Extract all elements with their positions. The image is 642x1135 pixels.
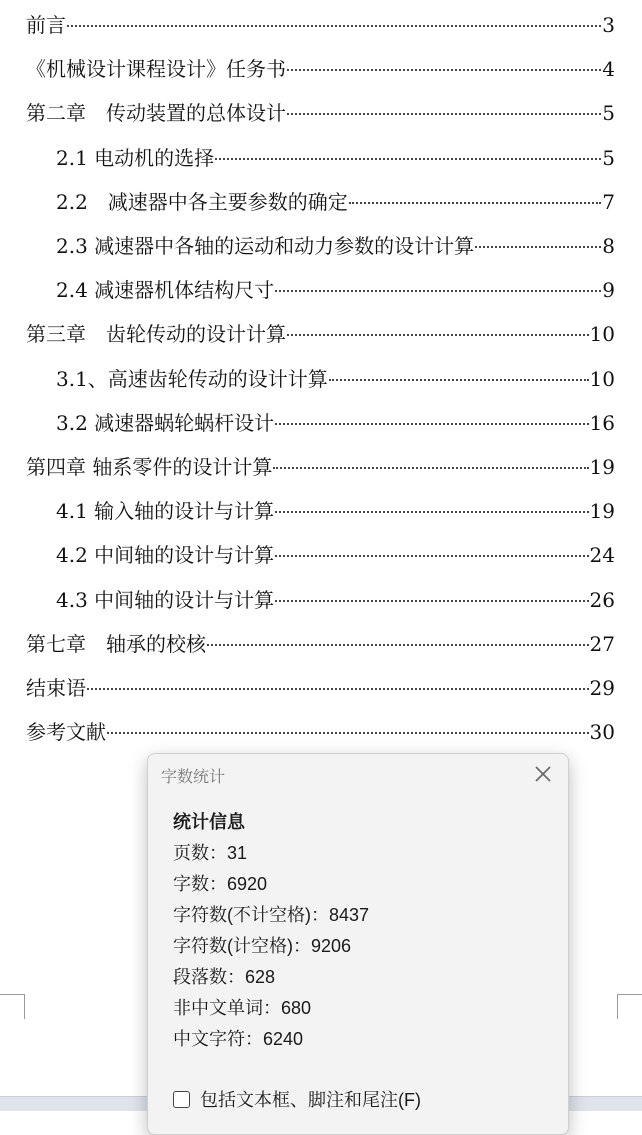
toc-entry[interactable] [26, 627, 615, 661]
toc-dot-leader [349, 202, 601, 204]
toc-dot-leader [275, 600, 588, 602]
stat-value: 680 [281, 998, 312, 1018]
stat-value: 31 [227, 843, 248, 863]
toc-page-number: 26 [589, 587, 615, 612]
toc-entry[interactable] [26, 96, 615, 130]
toc-entry-title: 4.2 中间轴的设计与计算 [56, 543, 275, 568]
toc-entry[interactable] [56, 494, 615, 528]
toc-entry[interactable] [26, 715, 615, 749]
toc-page-number: 5 [602, 145, 615, 170]
toc-entry[interactable] [56, 362, 615, 396]
toc-entry[interactable] [56, 141, 615, 175]
crop-mark-left [0, 994, 25, 1019]
toc-entry[interactable] [26, 8, 615, 42]
statistics-heading: 统计信息 [173, 812, 245, 832]
toc-page-number: 3 [602, 13, 615, 37]
dialog-title: 字数统计 [161, 769, 226, 786]
toc-entry[interactable] [56, 185, 615, 219]
toc-page-number: 19 [589, 455, 615, 479]
toc-page-number: 27 [589, 631, 615, 656]
toc-entry-title: 2.1 电动机的选择 [56, 145, 215, 170]
toc-entry[interactable] [56, 229, 615, 263]
toc-dot-leader [287, 69, 601, 71]
toc-page-number: 4 [602, 57, 615, 82]
word-count-dialog [147, 753, 569, 1135]
toc-dot-leader [329, 379, 589, 381]
toc-entry-title: 第二章 传动装置的总体设计 [26, 101, 286, 126]
toc-entry[interactable] [56, 273, 615, 307]
toc-entry[interactable] [56, 538, 615, 572]
toc-entry[interactable] [56, 406, 615, 440]
stat-label: 字数： [173, 874, 227, 894]
toc-page-number: 16 [589, 410, 615, 435]
toc-page-number: 30 [589, 720, 615, 745]
toc-page-number: 29 [589, 676, 615, 700]
stat-row [173, 903, 369, 934]
stat-value: 6920 [227, 874, 268, 894]
toc-dot-leader [273, 467, 588, 469]
stat-label: 页数： [173, 843, 227, 863]
toc-dot-leader [207, 644, 589, 646]
toc-dot-leader [287, 334, 589, 336]
toc-page-number: 8 [602, 234, 615, 258]
toc-page-number: 9 [602, 278, 615, 303]
toc-page-number: 5 [602, 101, 615, 126]
toc-dot-leader [275, 290, 601, 292]
statistics-panel [173, 810, 369, 1058]
toc-entry-title: 参考文献 [26, 720, 106, 745]
toc-entry-title: 2.3 减速器中各轴的运动和动力参数的设计计算 [56, 234, 475, 258]
stat-label: 段落数： [173, 967, 245, 987]
toc-dot-leader [67, 25, 601, 27]
stat-label: 非中文单词： [173, 998, 281, 1018]
toc-entry-title: 第三章 齿轮传动的设计计算 [26, 322, 286, 347]
toc-entry[interactable] [26, 52, 615, 86]
include-textboxes-footnotes-checkbox[interactable] [173, 1086, 421, 1112]
toc-entry-title: 3.2 减速器蜗轮蜗杆设计 [56, 410, 275, 435]
toc-entry-title: 4.3 中间轴的设计与计算 [56, 587, 275, 612]
toc-entry-title: 4.1 输入轴的设计与计算 [56, 499, 275, 524]
crop-mark-right [617, 994, 642, 1019]
toc-entry-title: 结束语 [26, 676, 86, 700]
stat-value: 628 [245, 967, 276, 987]
stat-row [173, 996, 369, 1027]
stat-value: 9206 [311, 936, 352, 956]
toc-dot-leader [275, 555, 588, 557]
stat-label: 字符数(不计空格)： [173, 905, 329, 925]
toc-dot-leader [107, 732, 589, 734]
stat-label: 字符数(计空格)： [173, 936, 311, 956]
toc-dot-leader [475, 246, 601, 248]
toc-page-number: 10 [589, 366, 615, 391]
stat-value: 6240 [263, 1029, 304, 1049]
stat-row [173, 1027, 369, 1058]
toc-dot-leader [215, 158, 601, 160]
stat-row [173, 841, 369, 872]
stat-label: 中文字符： [173, 1029, 263, 1049]
toc-entry[interactable] [26, 317, 615, 351]
toc-dot-leader [275, 511, 588, 513]
toc-entry-title: 《机械设计课程设计》任务书 [26, 57, 286, 82]
toc-entry-title: 第四章 轴系零件的设计计算 [26, 455, 273, 479]
toc-page-number: 7 [602, 189, 615, 214]
toc-entry-title: 第七章 轴承的校核 [26, 631, 206, 656]
stat-row [173, 965, 369, 996]
close-icon[interactable] [532, 763, 554, 785]
toc-entry[interactable] [26, 450, 615, 484]
stat-value: 8437 [329, 905, 370, 925]
toc-page-number: 19 [589, 499, 615, 524]
stat-row [173, 934, 369, 965]
toc-entry[interactable] [26, 671, 615, 705]
toc-dot-leader [287, 113, 601, 115]
toc-entry[interactable] [56, 583, 615, 617]
toc-entry-title: 前言 [26, 13, 66, 37]
toc-entry-title: 2.2 减速器中各主要参数的确定 [56, 189, 348, 214]
checkbox-label: 包括文本框、脚注和尾注(F) [200, 1090, 421, 1110]
toc-page-number: 10 [589, 322, 615, 347]
toc-dot-leader [275, 423, 588, 425]
toc-page-number: 24 [589, 543, 615, 568]
stat-row [173, 872, 369, 903]
toc-entry-title: 3.1、高速齿轮传动的设计计算 [56, 366, 328, 391]
checkbox-box[interactable] [173, 1091, 190, 1108]
toc-dot-leader [87, 688, 589, 690]
toc-entry-title: 2.4 减速器机体结构尺寸 [56, 278, 275, 303]
